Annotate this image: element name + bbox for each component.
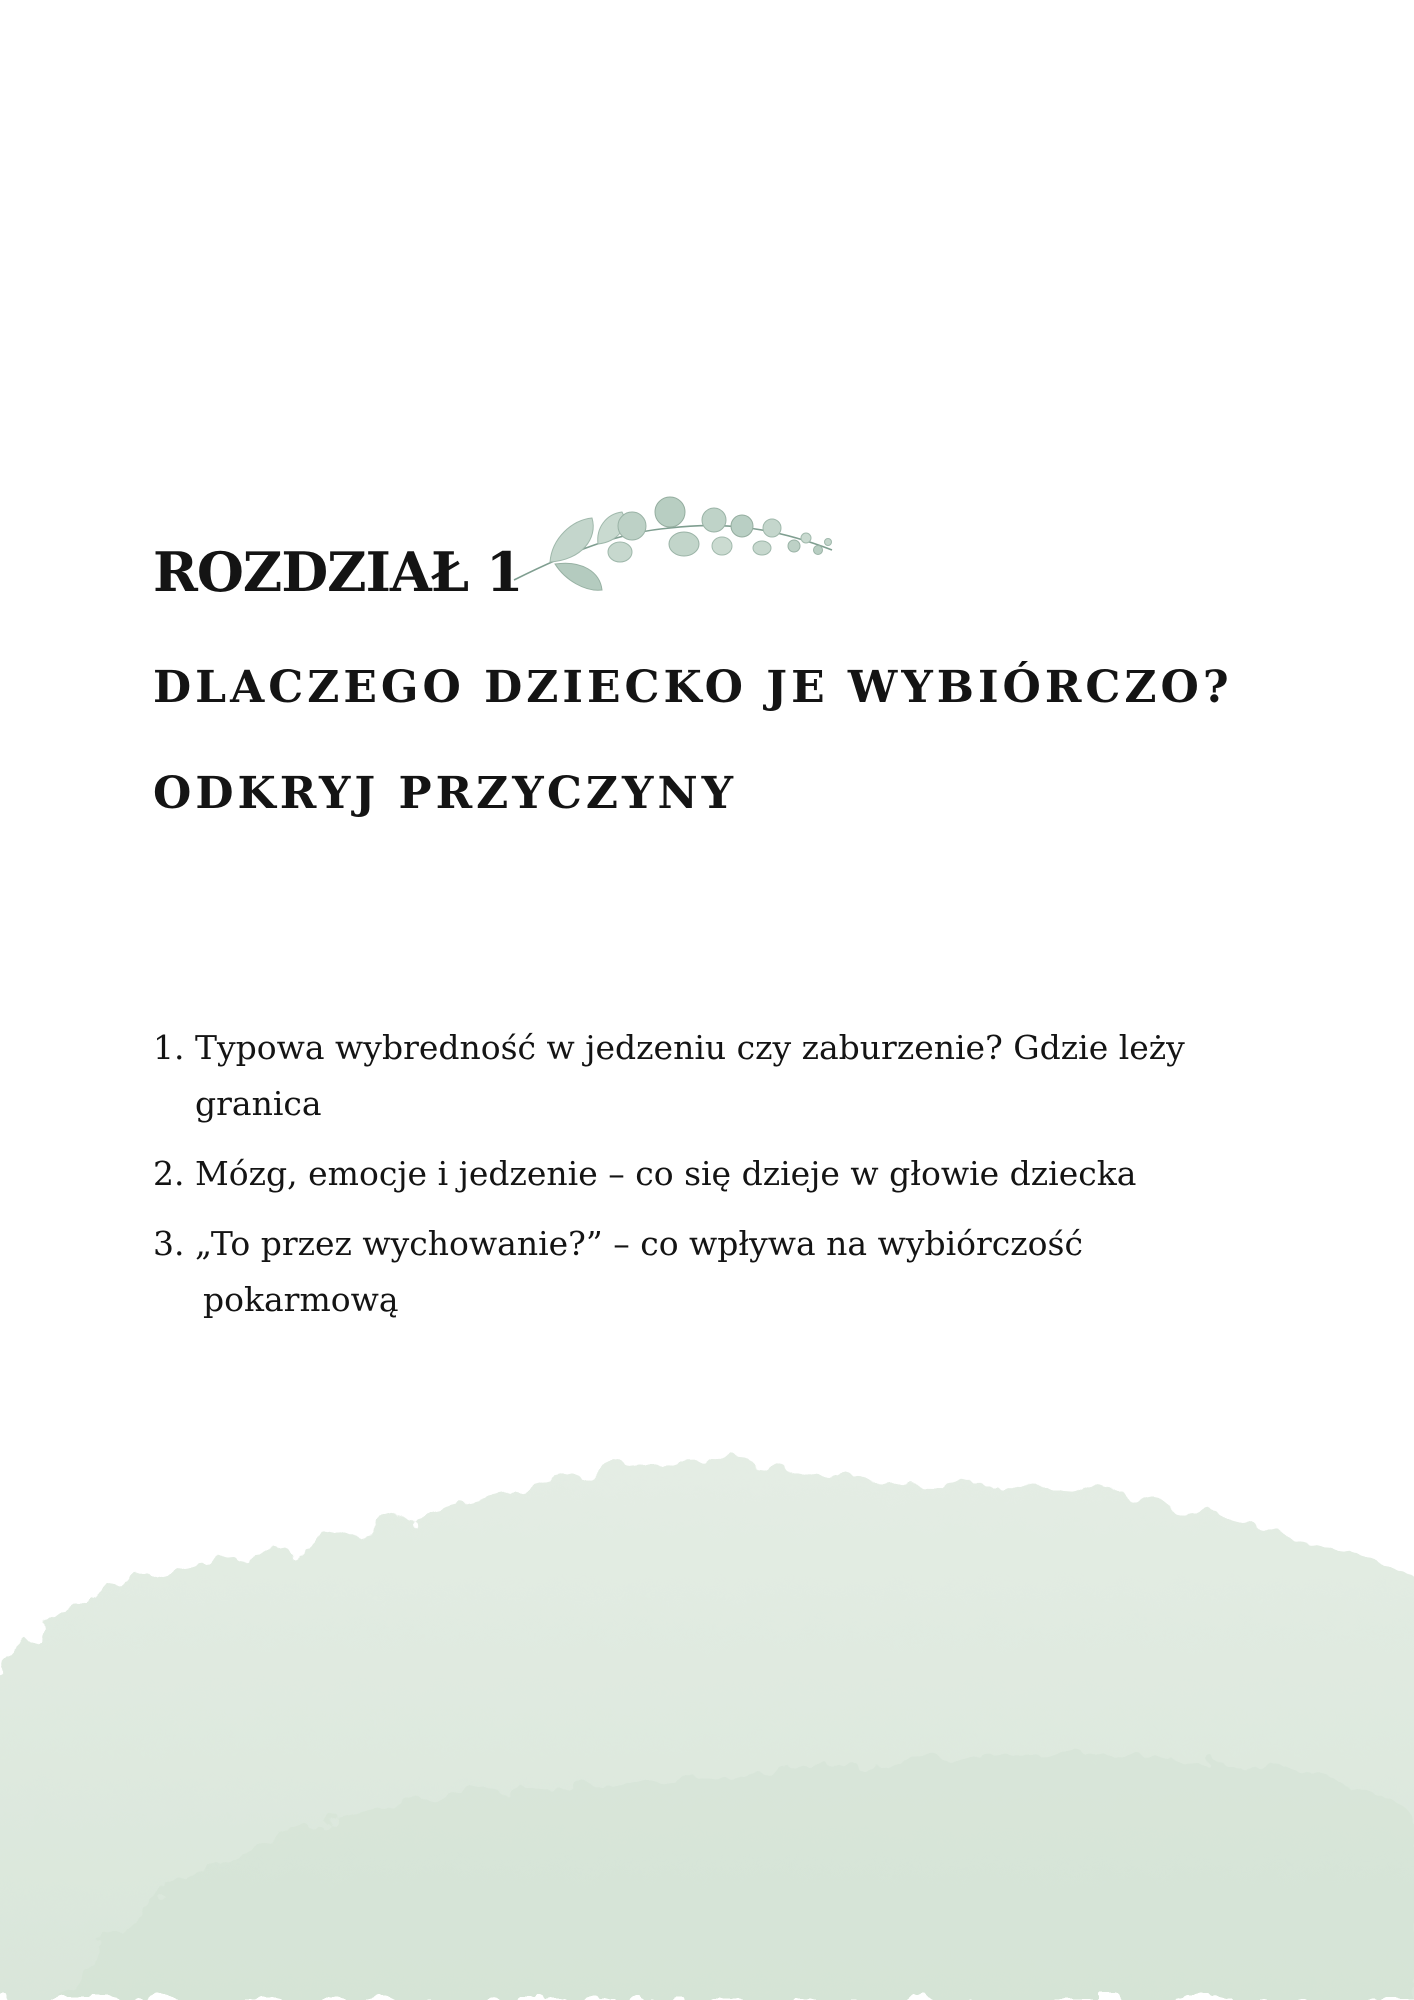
watercolor-wash (0, 1440, 1414, 2000)
chapter-heading: ROZDZIAŁ 1 (153, 540, 523, 604)
toc-item-text: „To przez wychowanie?” – co wpływa na wybiórczość (195, 1224, 1083, 1263)
toc-item-number: 3. (153, 1224, 185, 1263)
toc-item (153, 1146, 1213, 1202)
toc-item-text: Typowa wybredność w jedzeniu czy zaburzenie? Gdzie leży (195, 1028, 1185, 1067)
table-of-contents (153, 1020, 1213, 1342)
toc-item (153, 1216, 1213, 1328)
eucalyptus-sprig-icon (510, 480, 840, 600)
subtitle-question: DLACZEGO DZIECKO JE WYBIÓRCZO? (153, 662, 1233, 713)
toc-item-text-continued: pokarmową (203, 1280, 399, 1319)
toc-item-number: 2. (153, 1154, 185, 1193)
subtitle-causes: ODKRYJ PRZYCZYNY (153, 768, 738, 819)
toc-item-text-continued: granica (195, 1084, 322, 1123)
toc-item (153, 1020, 1213, 1132)
toc-item-number: 1. (153, 1028, 185, 1067)
toc-item-text: Mózg, emocje i jedzenie – co się dzieje w głowie dziecka (195, 1154, 1137, 1193)
